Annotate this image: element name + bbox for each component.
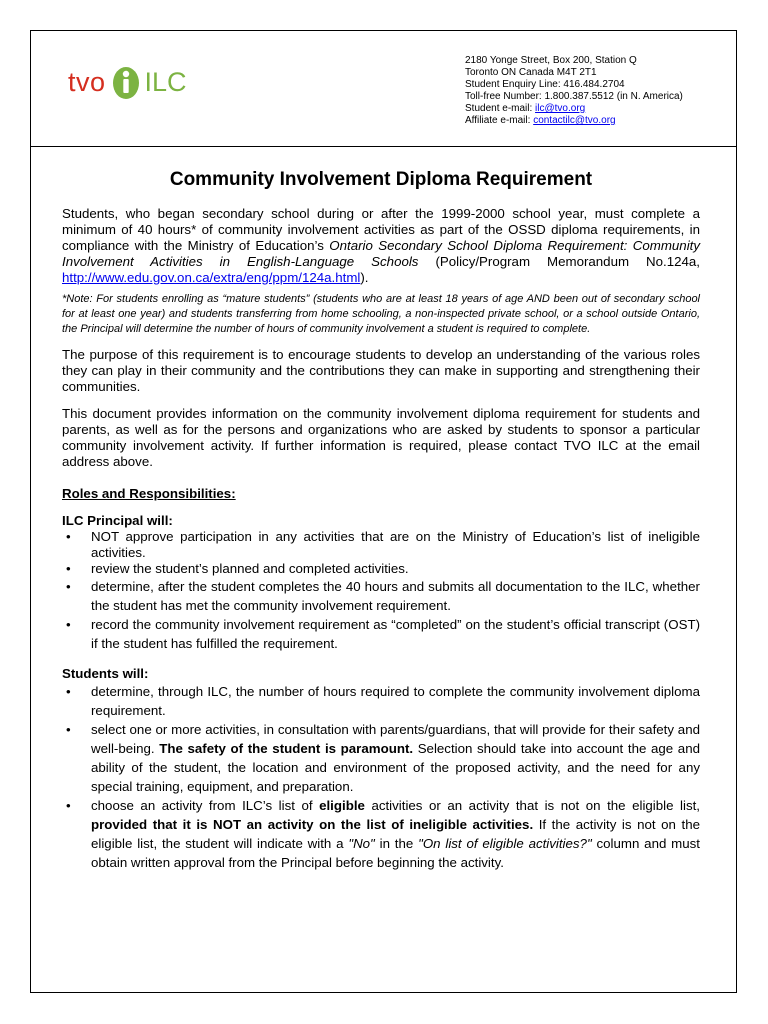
list-item: • determine, through ILC, the number of hours required to complete the community involvement diploma requirement.	[66, 684, 700, 718]
logo-tvo-text: tvo	[68, 66, 106, 97]
mature-students-note: *Note: For students enrolling as “mature students” (students who are at least 18 years of age AND been out of secondary school for at least one year) and students transferring from home schooling, a non-inspected private school, or a school outside Ontario, the Principal will determine the number of hours of community involvement a student is required to complete.	[62, 293, 700, 335]
policy-title: Ontario Secondary School Diploma Requirement: Community Involvement Activities in English-Language Schools	[62, 238, 700, 269]
address-line-2: Toronto ON Canada M4T 2T1	[465, 67, 597, 78]
affiliate-email-link[interactable]: contactilc@tvo.org	[533, 115, 616, 126]
students-list	[62, 682, 700, 872]
affiliate-email-line: Affiliate e-mail: contactilc@tvo.org	[465, 115, 616, 126]
document-body	[62, 168, 700, 872]
roles-heading: Roles and Responsibilities:	[62, 486, 236, 501]
header-divider	[30, 146, 737, 147]
tvo-ilc-logo	[68, 64, 187, 100]
list-item: • choose an activity from ILC’s list of eligible activities or an activity that is not on the eligible list, provided that it is NOT an activity on the list of ineligible activities. If the activity is not on the eligible list, the student will indicate with a "No" in the "On list of eligible activities?" column and must obtain written approval from the Principal before beginning the activity.	[66, 798, 701, 870]
logo-ilc-text: ILC	[144, 66, 187, 97]
principal-list	[62, 529, 700, 653]
student-email-link[interactable]: ilc@tvo.org	[535, 103, 586, 114]
address-line-1: 2180 Yonge Street, Box 200, Station Q	[465, 55, 637, 66]
student-email-line: Student e-mail: ilc@tvo.org	[465, 103, 586, 114]
list-item: • NOT approve participation in any activities that are on the Ministry of Education’s list of ineligible activities.	[66, 529, 700, 560]
enquiry-line: Student Enquiry Line: 416.484.2704	[465, 79, 625, 90]
principal-heading: ILC Principal will:	[62, 513, 173, 528]
list-item: • determine, after the student completes the 40 hours and submits all documentation to the ILC, whether the student has met the community involvement requirement.	[66, 579, 700, 613]
page-title: Community Involvement Diploma Requirement	[169, 169, 593, 190]
list-item: • select one or more activities, in consultation with parents/guardians, that will provide for their safety and well-being. The safety of the student is paramount. Selection should take into account the age and ability of the student, the location and environment of the proposed activity, and the need for any special training, equipment, and preparation.	[66, 722, 700, 794]
purpose-paragraph: The purpose of this requirement is to encourage students to develop an understanding of the various roles they can play in their community and the contributions they can make in supporting and strengthening their communities.	[62, 347, 700, 394]
contact-block	[465, 55, 683, 127]
students-heading: Students will:	[62, 666, 149, 681]
policy-link[interactable]: http://www.edu.gov.on.ca/extra/eng/ppm/124a.html	[62, 270, 361, 285]
list-item: • review the student’s planned and completed activities.	[66, 561, 409, 576]
document-info-paragraph: This document provides information on the community involvement diploma requirement for students and parents, as well as for the persons and organizations who are asked by students to sponsor a particular community involvement activity. If further information is required, please contact TVO ILC at the email address above.	[62, 406, 700, 469]
info-icon	[112, 64, 140, 100]
list-item: • record the community involvement requirement as “completed” on the student’s official transcript (OST) if the student has fulfilled the requirement.	[66, 617, 700, 651]
tollfree-line: Toll-free Number: 1.800.387.5512 (in N. America)	[465, 91, 683, 102]
intro-paragraph: Students, who began secondary school during or after the 1999-2000 school year, must complete a minimum of 40 hours* of community involvement activities as part of the OSSD diploma requirements, in compliance with the Ministry of Education’s Ontario Secondary School Diploma Requirement: Community Involvement Activities in English-Language Schools (Policy/Program Memorandum No.124a, http://www.edu.gov.on.ca/extra/eng/ppm/124a.html).	[62, 206, 701, 285]
